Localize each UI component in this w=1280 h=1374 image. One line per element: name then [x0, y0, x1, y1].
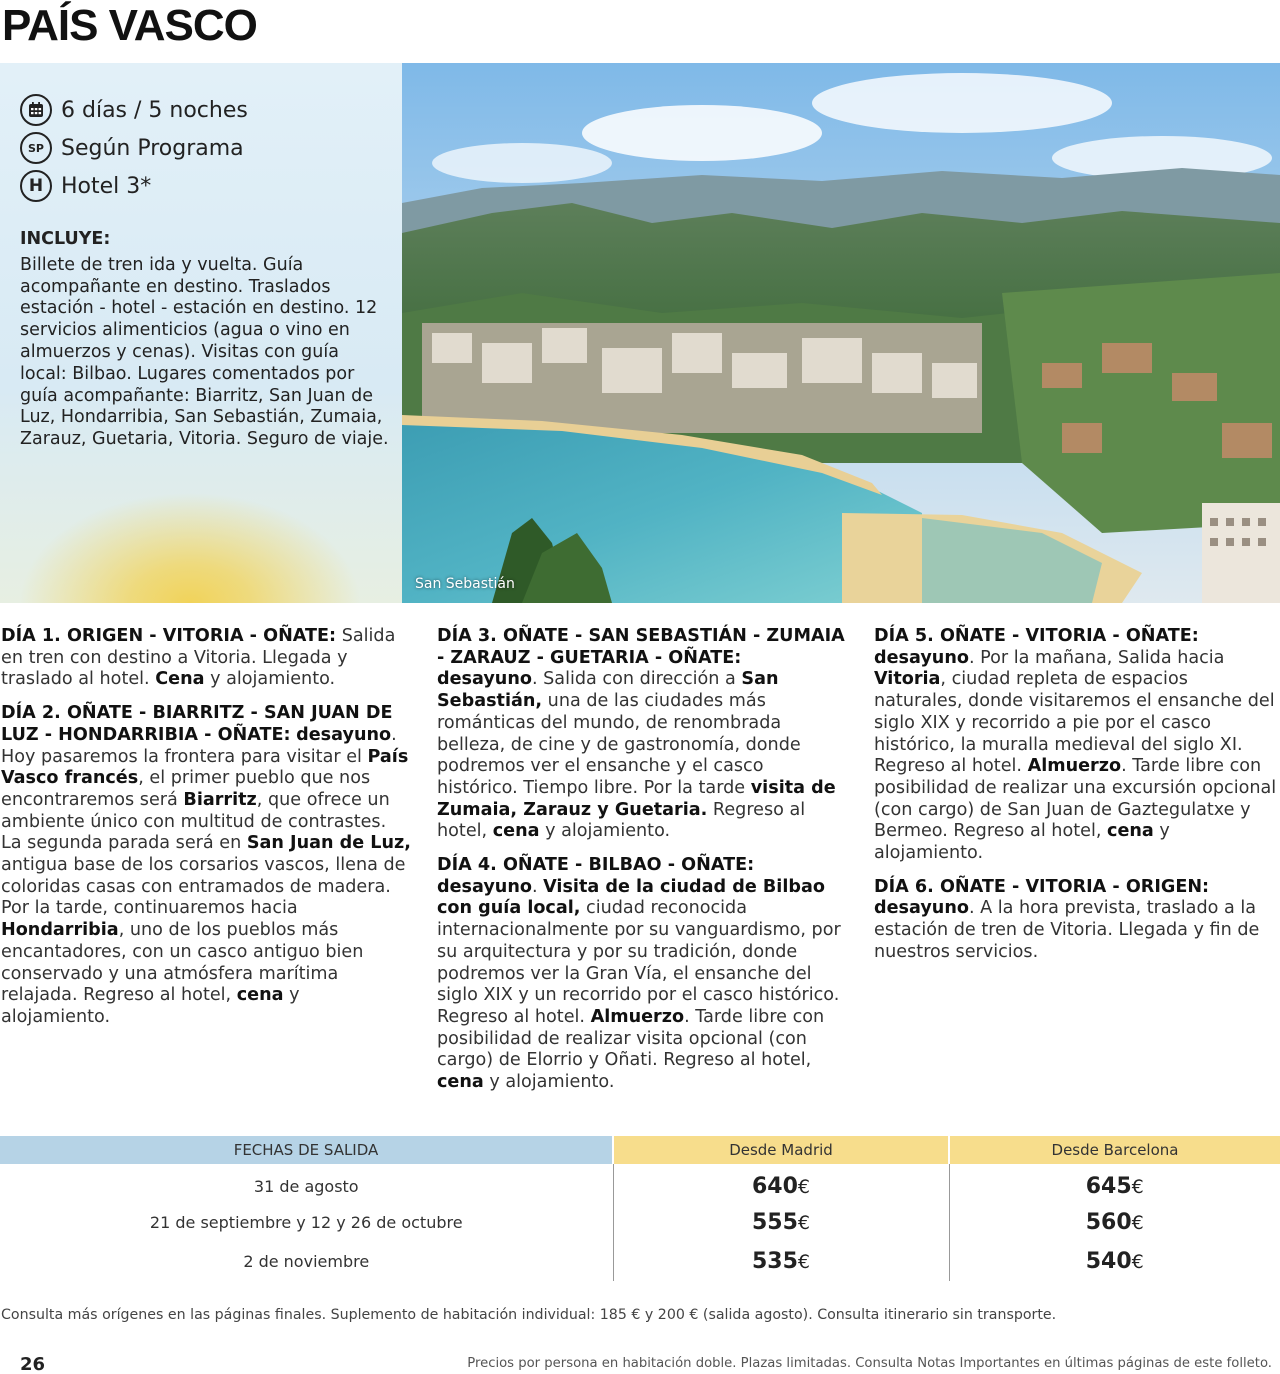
departure-date: 31 de agosto	[253, 1177, 359, 1196]
day-1: DÍA 1. ORIGEN - VITORIA - OÑATE: Salida en tren con destino a Vitoria. Llegada y traslado al hotel. Cena y alojamiento.	[1, 626, 396, 690]
trip-summary-panel	[0, 63, 402, 603]
departure-date: 21 de septiembre y 12 y 26 de octubre	[149, 1213, 463, 1232]
itinerary-column-3	[874, 626, 1280, 976]
day-4-heading: DÍA 4. OÑATE - BILBAO - OÑATE:	[437, 855, 755, 876]
barcelona-price: 540€	[949, 1242, 1280, 1281]
page-title: PAÍS VASCO	[2, 1, 257, 50]
sp-icon: SP	[20, 132, 52, 164]
duration-text: 6 días / 5 noches	[61, 97, 248, 123]
footer-note: Precios por persona en habitación doble. Plazas limitadas. Consulta Notas Importantes en últimas páginas de este folleto.	[467, 1356, 1272, 1371]
price-row	[0, 1203, 1280, 1242]
madrid-price: 535€	[613, 1242, 949, 1281]
includes-text: Billete de tren ida y vuelta. Guía acompañante en destino. Traslados estación - hotel - estación en destino. 12 servicios alimenticios (agua o vino en almuerzos y cenas). Visitas con guía local: Bilbao. Lugares comentados por guía acompañante: Biarritz, San Juan de Luz, Hondarribia, San Sebastián, Zumaia, Zarauz, Guetaria, Vitoria. Seguro de viaje.	[20, 254, 389, 450]
itinerary-column-1	[1, 626, 411, 1041]
hotel-fact	[20, 167, 248, 205]
day-3: DÍA 3. OÑATE - SAN SEBASTIÁN - ZUMAIA - ZARAUZ - GUETARIA - OÑATE: desayuno. Salida con dirección a San Sebastián, una de las ciudades más románticas del mundo, de renombrada belleza, de cine y de gastronomía, donde podremos ver el ensanche y el casco histórico. Tiempo libre. Por la tarde visita de Zumaia, Zarauz y Guetaria. Regreso al hotel, cena y alojamiento.	[437, 626, 845, 842]
day-5-heading: DÍA 5. OÑATE - VITORIA - OÑATE:	[874, 626, 1199, 646]
barcelona-header: Desde Barcelona	[949, 1136, 1280, 1164]
day-4: DÍA 4. OÑATE - BILBAO - OÑATE: desayuno. Visita de la ciudad de Bilbao con guía local, ciudad reconocida internacionalmente por su vanguardismo, por su arquitectura y por su tradición, donde podremos ver la Gran Vía, el ensanche del siglo XIX y un recorrido por el casco histórico. Regreso al hotel. Almuerzo. Tarde libre con posibilidad de realizar visita opcional (con cargo) de Elorrio y Oñati. Regreso al hotel, cena y alojamiento.	[437, 855, 841, 1093]
day-2-heading: DÍA 2. OÑATE - BIARRITZ - SAN JUAN DE LUZ - HONDARRIBIA - OÑATE:	[1, 703, 393, 745]
departure-date: 2 de noviembre	[243, 1252, 370, 1271]
barcelona-price: 560€	[949, 1203, 1280, 1242]
madrid-header: Desde Madrid	[613, 1136, 949, 1164]
day-6: DÍA 6. OÑATE - VITORIA - ORIGEN: desayuno. A la hora prevista, traslado a la estación de tren de Vitoria. Llegada y fin de nuestros servicios.	[874, 876, 1260, 962]
program-text: Según Programa	[61, 135, 244, 161]
san-sebastian-photo	[402, 63, 1280, 603]
day-2: DÍA 2. OÑATE - BIARRITZ - SAN JUAN DE LUZ - HONDARRIBIA - OÑATE: desayuno. Hoy pasaremos la frontera para visitar el País Vasco francés, el primer pueblo que nos encontraremos será Biarritz, que ofrece un ambiente único con multitud de contrastes. La segunda parada será en San Juan de Luz, antigua base de los corsarios vascos, llena de coloridas casas con entramados de madera. Por la tarde, continuaremos hacia Hondarribia, uno de los pueblos más encantadores, con un casco antiguo bien conservado y una atmósfera marítima relajada. Regreso al hotel, cena y alojamiento.	[1, 703, 411, 1027]
madrid-price: 555€	[613, 1203, 949, 1242]
price-table	[0, 1136, 1280, 1281]
includes-heading: INCLUYE:	[20, 229, 111, 249]
price-table-header	[0, 1136, 1280, 1164]
hero-section	[0, 63, 1280, 603]
trip-facts	[20, 91, 248, 205]
dates-header: FECHAS DE SALIDA	[0, 1136, 613, 1164]
barcelona-price: 645€	[949, 1164, 1280, 1203]
photo-caption: San Sebastián	[415, 576, 515, 592]
itinerary-column-2	[437, 626, 847, 1106]
hotel-text: Hotel 3*	[61, 173, 152, 199]
program-fact	[20, 129, 248, 167]
includes-block	[20, 229, 390, 451]
day-6-heading: DÍA 6. OÑATE - VITORIA - ORIGEN:	[874, 876, 1210, 897]
calendar-icon	[20, 94, 52, 126]
madrid-price: 640€	[613, 1164, 949, 1203]
page-number: 26	[20, 1354, 46, 1374]
supplement-note: Consulta más orígenes en las páginas finales. Suplemento de habitación individual: 185 € y 200 € (salida agosto). Consulta itinerario sin transporte.	[1, 1307, 1057, 1323]
day-3-heading: DÍA 3. OÑATE - SAN SEBASTIÁN - ZUMAIA - ZARAUZ - GUETARIA - OÑATE:	[437, 626, 845, 668]
duration-fact	[20, 91, 248, 129]
day-1-heading: DÍA 1. ORIGEN - VITORIA - OÑATE:	[1, 626, 337, 646]
price-row	[0, 1242, 1280, 1281]
hotel-icon: H	[20, 170, 52, 202]
day-5: DÍA 5. OÑATE - VITORIA - OÑATE: desayuno. Por la mañana, Salida hacia Vitoria, ciudad repleta de espacios naturales, donde visitaremos el ensanche del siglo XIX y recorrido a pie por el casco histórico, la muralla medieval del siglo XI. Regreso al hotel. Almuerzo. Tarde libre con posibilidad de realizar una excursión opcional (con cargo) de San Juan de Gaztegulatxe y Bermeo. Regreso al hotel, cena y alojamiento.	[874, 626, 1277, 864]
price-row	[0, 1164, 1280, 1203]
